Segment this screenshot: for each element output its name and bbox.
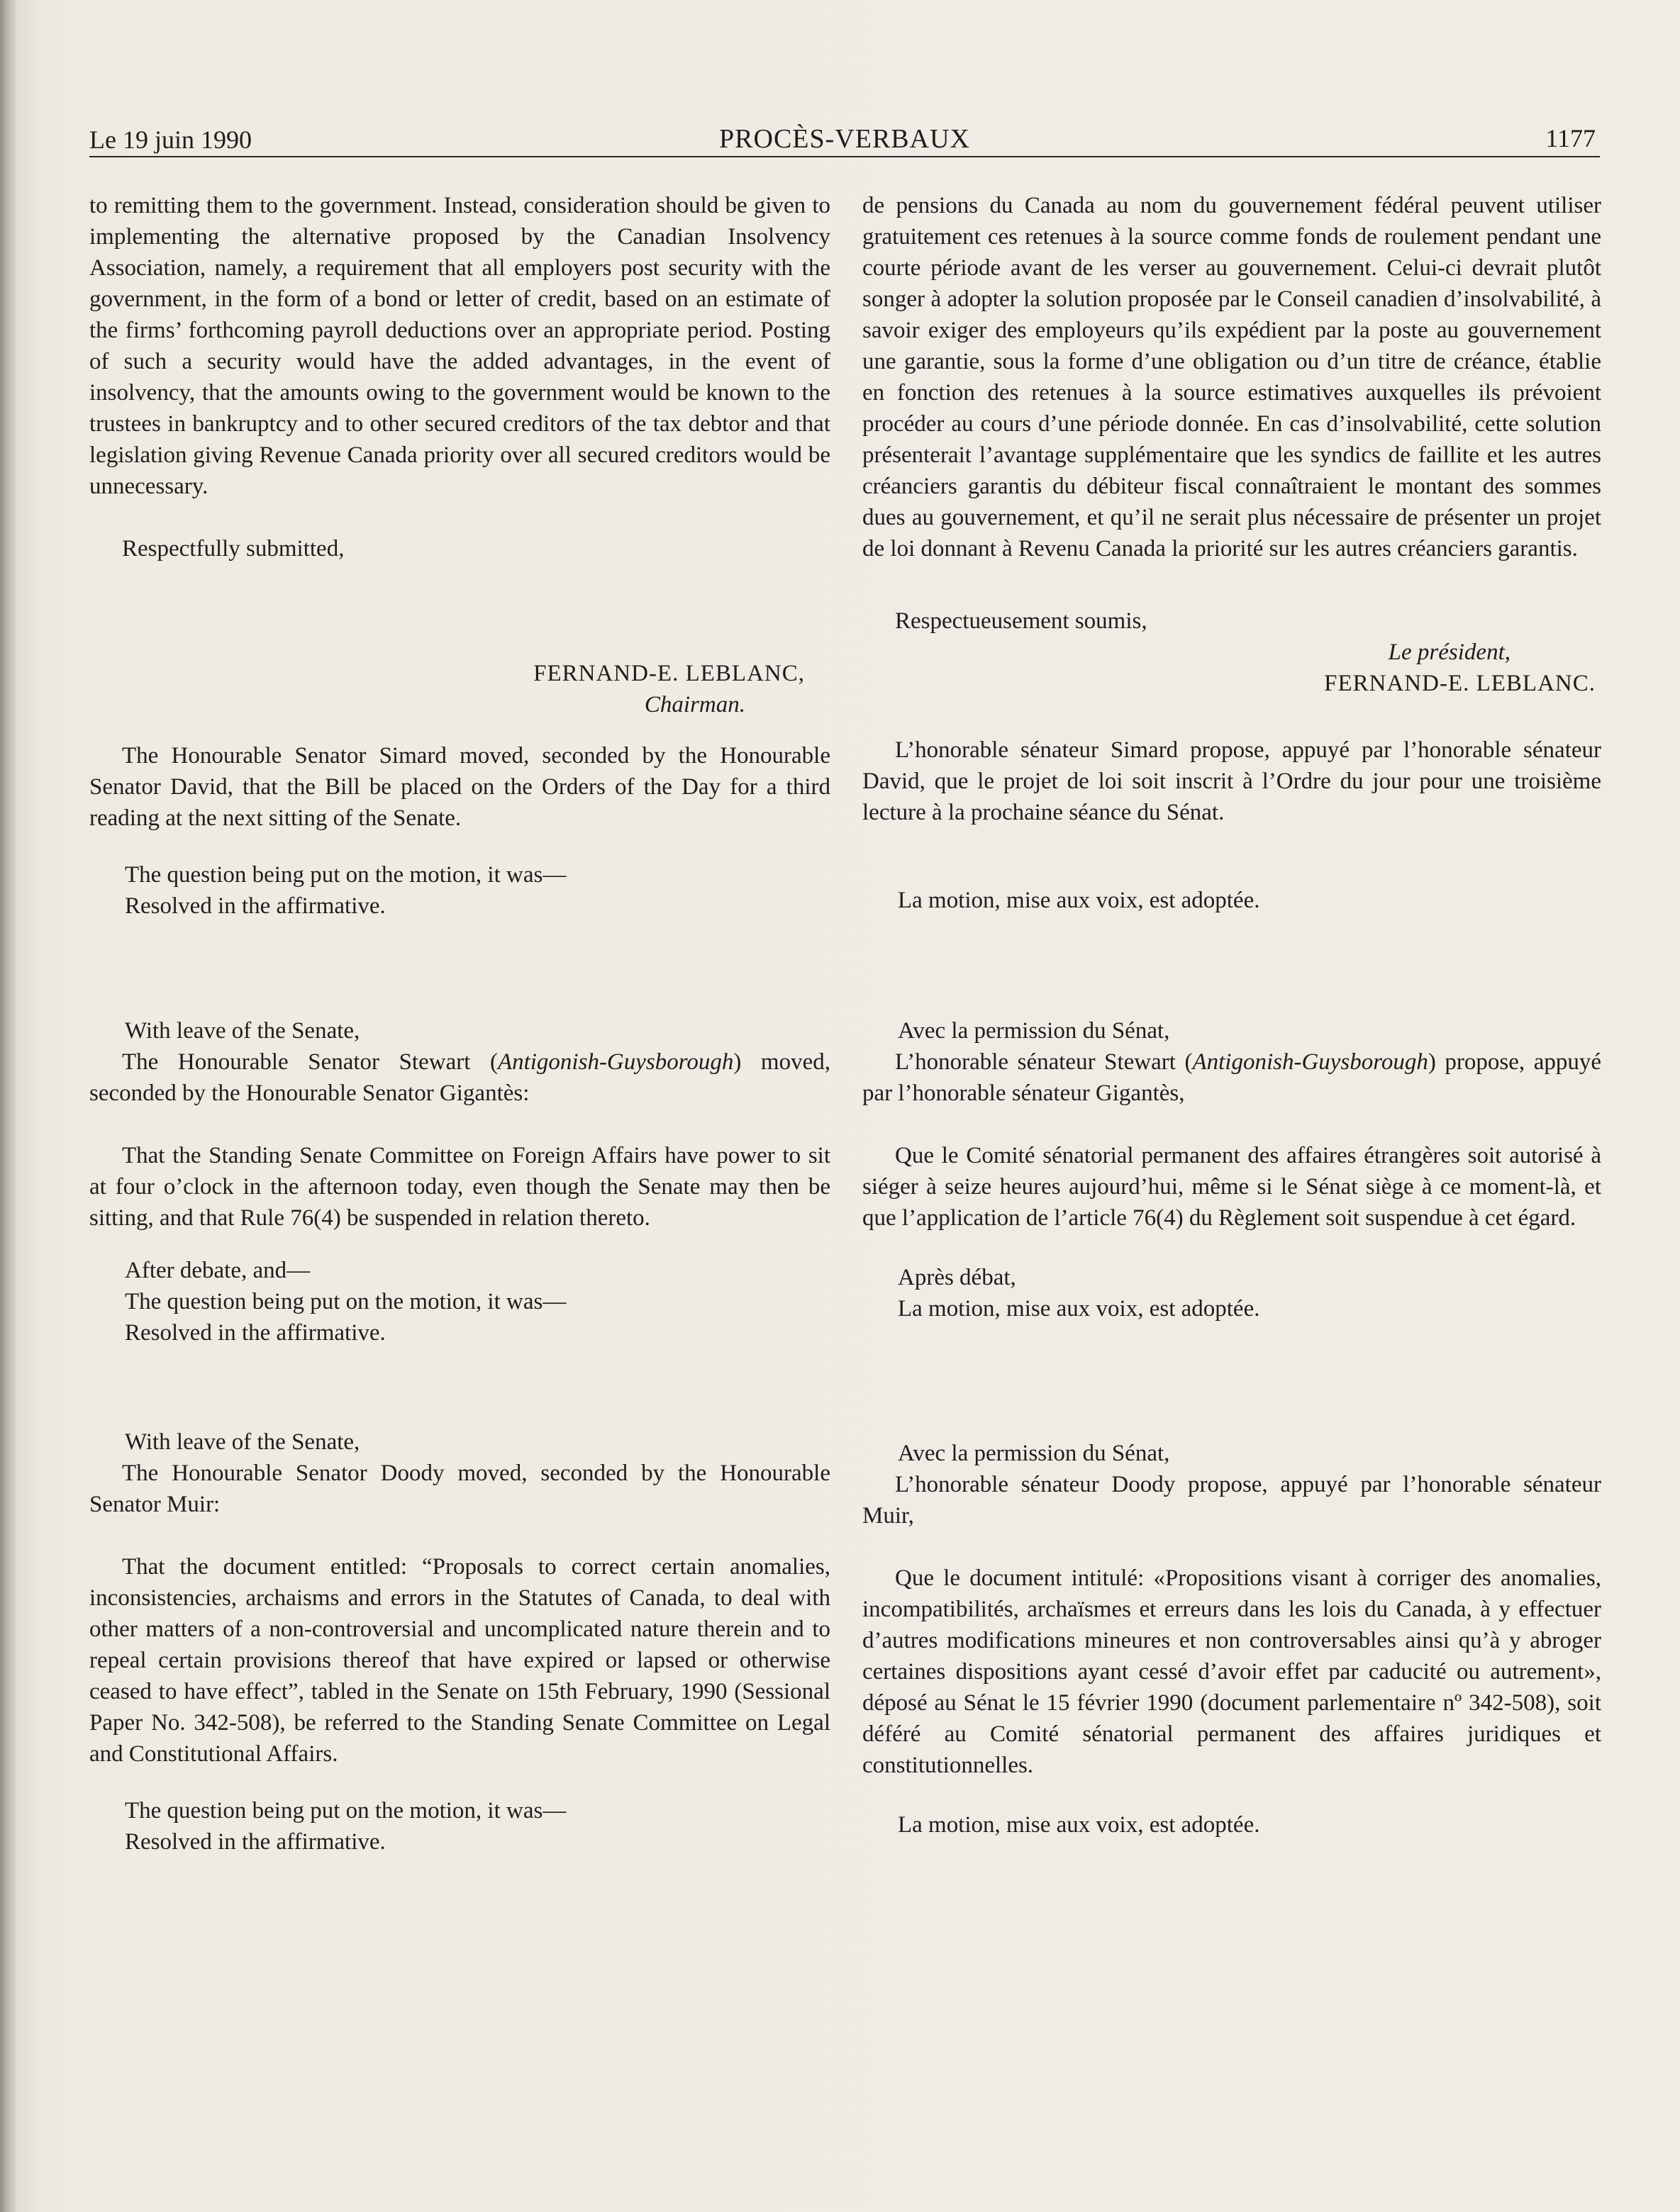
document-referral-motion-text: That the document entitled: “Proposals to correct certain anomalies, inconsistencies, archaisms and errors in the Statutes of Canada, to deal with other matters of a non-controversial and uncomplicated nature therein and to repeal certain provisions thereof that have expired or lapsed or otherwise ceased to have effect”, tabled in the Senate on 15th February, 1990 (Sessional Paper No. 342-508), be referred to the Standing Senate Committee on Legal and Constitutional Affairs. [89, 1554, 830, 1767]
resolved-affirmative-3: Resolved in the affirmative. [125, 1829, 386, 1855]
texte-motion-renvoi-document: Que le document intitulé: «Propositions visant à corriger des anomalies, incompatibilités, archaïsmes et erreurs dans les lois du Canada, à y effectuer d’autres modifications mineures et non controversables ainsi qu’à y abroger certaines dispositions ayant cessé d’avoir effet par caducité ou autrement», déposé au Sénat le 15 février 1990 (document parlementaire nº 342-508), soit déféré au Comité sénatorial permanent des affaires juridiques et constitutionnelles. [862, 1565, 1601, 1778]
circonscription-stewart: Antigonish-Guysborough [1192, 1049, 1428, 1075]
doody-motion: The Honourable Senator Doody moved, seconded by the Honourable Senator Muir: [89, 1460, 830, 1517]
signature-nom: FERNAND-E. LEBLANC. [1324, 671, 1596, 696]
leave-of-senate-1: With leave of the Senate, [125, 1018, 360, 1044]
closing-line: Respectfully submitted, [122, 536, 345, 562]
motion-stewart [862, 1046, 1601, 1109]
question-put-2: The question being put on the motion, it was— [125, 1289, 567, 1314]
stewart-motion [89, 1046, 830, 1109]
stewart-motion-start: The Honourable Senator Stewart ( [122, 1049, 498, 1075]
permission-du-senat-2: Avec la permission du Sénat, [898, 1441, 1170, 1466]
resolved-affirmative-1: Resolved in the affirmative. [125, 893, 386, 919]
motion-adoptee-1: La motion, mise aux voix, est adoptée. [898, 888, 1260, 913]
english-column [89, 190, 830, 1858]
motion-adoptee-3: La motion, mise aux voix, est adoptée. [898, 1812, 1260, 1838]
header-date: Le 19 juin 1990 [89, 125, 252, 154]
motion-stewart-fin: ) propose, appuyé par l’honorable sénateur Gigantès, [862, 1049, 1601, 1106]
stewart-motion-end: ) moved, seconded by the Honourable Senator Gigantès: [89, 1049, 830, 1106]
motion-stewart-debut: L’honorable sénateur Stewart ( [895, 1049, 1193, 1075]
motion-troisieme-lecture: L’honorable sénateur Simard propose, appuyé par l’honorable sénateur David, que le projet de loi soit inscrit à l’Ordre du jour pour une troisième lecture à la prochaine séance du Sénat. [862, 737, 1601, 825]
motion-doody: L’honorable sénateur Doody propose, appuyé par l’honorable sénateur Muir, [862, 1472, 1601, 1529]
stewart-riding: Antigonish-Guysborough [497, 1049, 734, 1075]
question-put-1: The question being put on the motion, it was— [125, 862, 567, 888]
header-page-number: 1177 [1545, 124, 1596, 152]
page-header [89, 113, 1600, 157]
apres-debat: Après débat, [898, 1265, 1016, 1290]
formule-de-cloture: Respectueusement soumis, [895, 608, 1147, 634]
after-debate: After debate, and— [125, 1258, 311, 1283]
leave-of-senate-2: With leave of the Senate, [125, 1429, 360, 1455]
rapport-suite-paragraphe: de pensions du Canada au nom du gouvernement fédéral peuvent utiliser gratuitement ces retenues à la source comme fonds de roulement pendant une courte période avant de les verser au gouvernement. Celui-ci devrait plutôt songer à adopter la solution proposée par le Conseil canadien d’insolvabilité, à savoir exiger des employeurs qu’ils expédient par la poste au gouvernement une garantie, sous la forme d’une obligation ou d’un titre de créance, établie en fonction des retenues à la source estimatives auxquelles ils prévoient procéder au cours d’une période donnée. En cas d’insolvabilité, cette solution présenterait l’avantage supplémentaire que les syndics de faillite et les autres créanciers garantis du débiteur fiscal connaîtraient le montant des sommes dues au gouvernement, et qu’il ne serait plus nécessaire de présenter un projet de loi donnant à Revenu Canada la priorité sur les autres créanciers garantis. [862, 193, 1601, 562]
motion-adoptee-2: La motion, mise aux voix, est adoptée. [898, 1296, 1260, 1322]
report-continuation-paragraph: to remitting them to the government. Instead, consideration should be given to implementing the alternative proposed by the Canadian Insolvency Association, namely, a requirement that all employers post security with the government, in the form of a bond or letter of credit, based on an estimate of the firms’ forthcoming payroll deductions over an appropriate period. Posting of such a security would have the added advantages, in the event of insolvency, that the amounts owing to the government would be known to the trustees in bankruptcy and to other secured creditors of the tax debtor and that legislation giving Revenue Canada priority over all secured creditors would be unnecessary. [89, 193, 830, 499]
foreign-affairs-motion-text: That the Standing Senate Committee on Foreign Affairs have power to sit at four o’clock in the afternoon today, even though the Senate may then be sitting, and that Rule 76(4) be suspended in relation thereto. [89, 1143, 830, 1231]
french-column [862, 190, 1601, 1840]
permission-du-senat-1: Avec la permission du Sénat, [898, 1018, 1170, 1044]
signature-name: FERNAND-E. LEBLANC, [533, 661, 805, 686]
question-put-3: The question being put on the motion, it was— [125, 1798, 567, 1823]
texte-motion-affaires-etrangeres: Que le Comité sénatorial permanent des affaires étrangères soit autorisé à siéger à seize heures aujourd’hui, même si le Sénat siège à ce moment-là, et que l’application de l’article 76(4) du Règlement soit suspendue à cet égard. [862, 1143, 1601, 1231]
resolved-affirmative-2: Resolved in the affirmative. [125, 1320, 386, 1346]
page-binding-edge [0, 0, 16, 2212]
signature-title: Chairman. [644, 692, 745, 717]
header-title: PROCÈS-VERBAUX [719, 124, 970, 154]
third-reading-motion: The Honourable Senator Simard moved, seconded by the Honourable Senator David, that the Bill be placed on the Orders of the Day for a third reading at the next sitting of the Senate. [89, 743, 830, 831]
signature-titre: Le président, [1388, 639, 1511, 665]
